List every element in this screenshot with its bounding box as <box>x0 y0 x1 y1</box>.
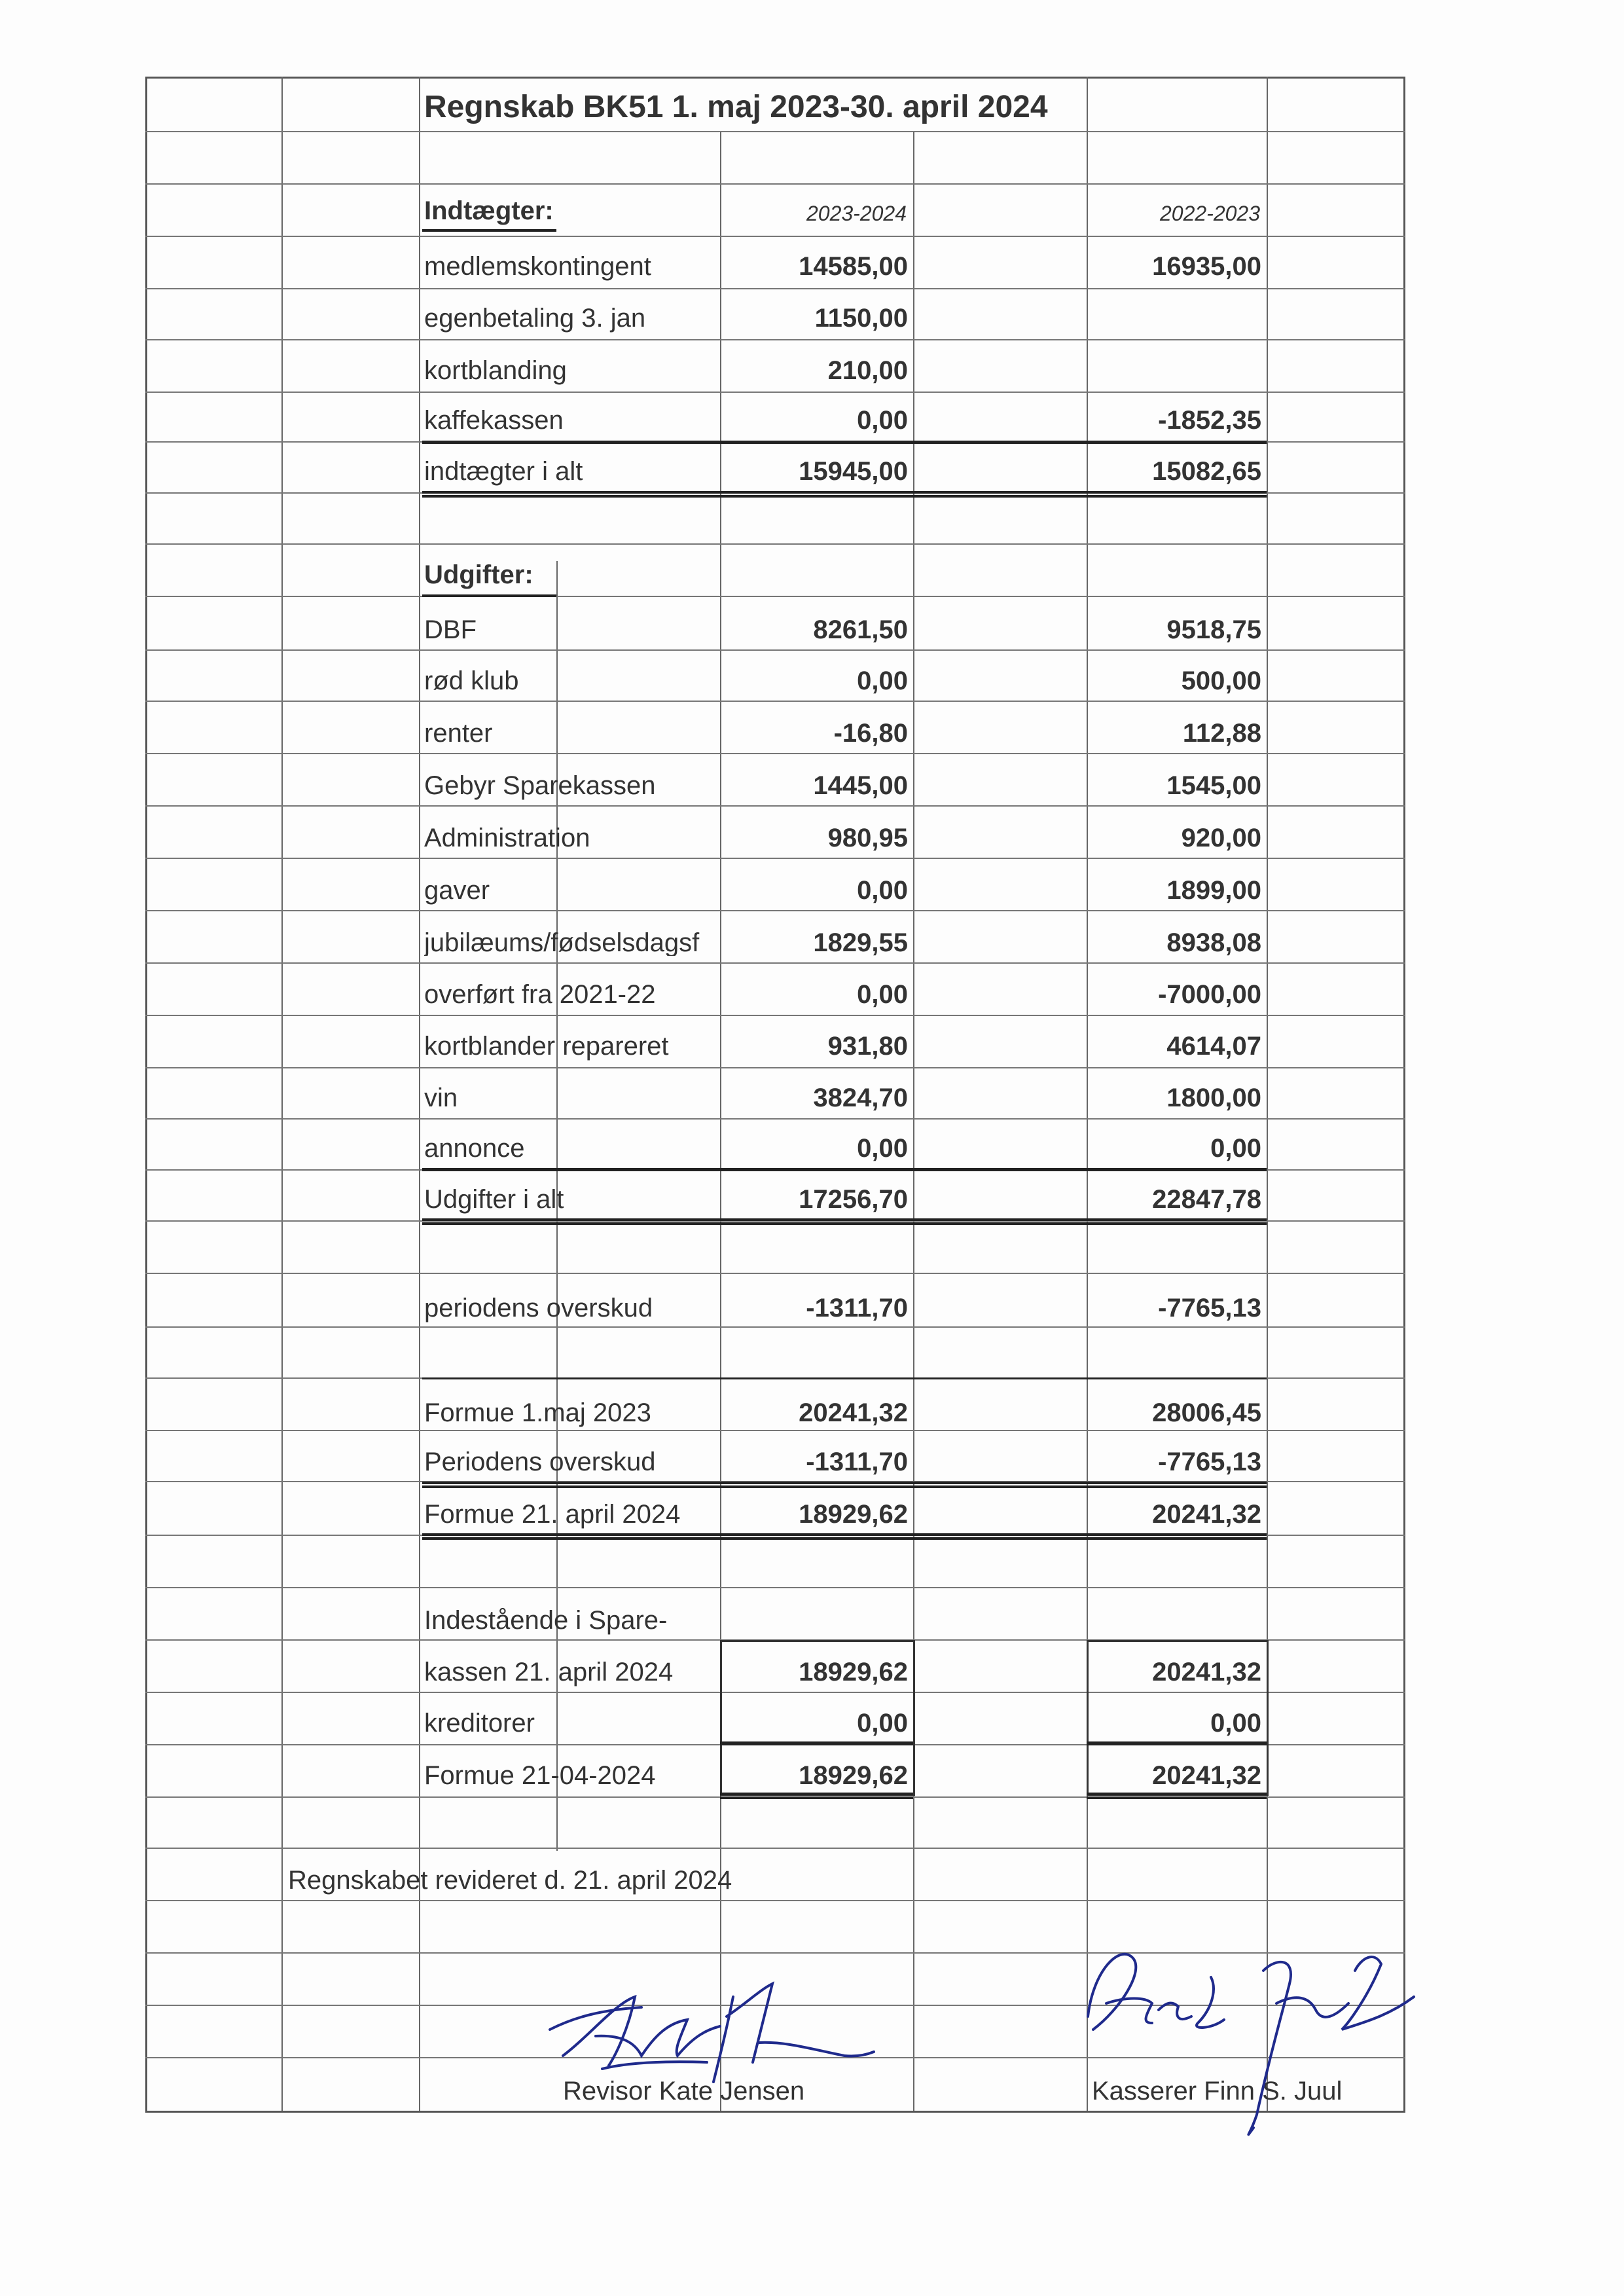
income-row-label: medlemskontingent <box>424 252 651 281</box>
income-row-previous: 16935,00 <box>1152 252 1261 281</box>
balance-total-rule-current <box>720 1741 913 1745</box>
grid-col-2 <box>281 77 283 2111</box>
grid-row-line <box>145 910 1405 911</box>
grid-row-line <box>145 131 1405 132</box>
page-title: Regnskab BK51 1. maj 2023-30. april 2024 <box>424 90 1048 124</box>
expense-row-label: renter <box>424 719 493 748</box>
grid-row-line <box>145 1326 1405 1328</box>
income-total-label: indtægter i alt <box>424 457 583 486</box>
expense-row-label: kortblander repareret <box>424 1032 669 1061</box>
grid-row-line <box>145 236 1405 237</box>
expense-row-current: 980,95 <box>827 824 908 852</box>
expense-row-label: DBF <box>424 615 477 644</box>
grid-col-3 <box>419 77 420 2111</box>
balance-total-double-rule-previous <box>1087 1793 1267 1799</box>
grid-row-line <box>145 753 1405 754</box>
expense-row-previous: -7000,00 <box>1158 980 1261 1009</box>
grid-row-line <box>145 1430 1405 1431</box>
expenses-heading-underline <box>422 594 556 597</box>
expense-row-previous: 500,00 <box>1181 666 1261 695</box>
expense-row-current: 0,00 <box>857 1134 908 1163</box>
grid-row-line <box>145 1848 1405 1849</box>
income-row-current: 14585,00 <box>799 252 908 281</box>
expense-row-previous: 1545,00 <box>1166 771 1261 800</box>
wealth-surplus-label: Periodens overskud <box>424 1448 656 1476</box>
income-row-label: egenbetaling 3. jan <box>424 304 646 333</box>
balance-creditors-label: kreditorer <box>424 1709 535 1738</box>
income-heading: Indtægter: <box>424 196 554 225</box>
balance-deposit-label: kassen 21. april 2024 <box>424 1658 674 1686</box>
income-row-previous: -1852,35 <box>1158 406 1261 435</box>
expense-row-current: 1445,00 <box>813 771 908 800</box>
wealth-start-current: 20241,32 <box>799 1398 908 1427</box>
balance-deposit-current: 18929,62 <box>799 1658 908 1686</box>
treasurer-caption: Kasserer Finn S. Juul <box>1092 2077 1343 2105</box>
col-header-previous: 2022-2023 <box>1159 202 1260 225</box>
expense-row-previous: 1899,00 <box>1166 876 1261 905</box>
balance-total-label: Formue 21-04-2024 <box>424 1761 656 1790</box>
grid-row-line <box>145 1900 1405 1901</box>
expense-row-current: 1829,55 <box>813 928 908 957</box>
expense-row-previous: 920,00 <box>1181 824 1261 852</box>
wealth-end-rule-top <box>422 1482 1267 1488</box>
grid-row-line <box>145 596 1405 597</box>
auditor-caption: Revisor Kate Jensen <box>563 2077 805 2105</box>
expense-row-current: 8261,50 <box>813 615 908 644</box>
expense-row-label: annonce <box>424 1134 525 1163</box>
income-heading-underline <box>422 229 556 232</box>
expense-row-previous: 112,88 <box>1182 719 1261 748</box>
expense-row-current: 0,00 <box>857 666 908 695</box>
income-row-current: 1150,00 <box>814 304 908 333</box>
wealth-end-current: 18929,62 <box>799 1500 908 1529</box>
grid-row-line <box>145 805 1405 807</box>
expense-row-label: rød klub <box>424 666 519 695</box>
balance-label-line1: Indestående i Spare- <box>424 1606 668 1635</box>
col-header-current: 2023-2024 <box>806 202 907 225</box>
wealth-surplus-current: -1311,70 <box>806 1448 908 1476</box>
expense-row-previous: 1800,00 <box>1166 1084 1261 1112</box>
expenses-total-previous: 22847,78 <box>1152 1185 1261 1214</box>
income-total-rule-top <box>422 441 1267 444</box>
balance-creditors-previous: 0,00 <box>1210 1709 1261 1738</box>
auditor-signature <box>537 1958 877 2088</box>
expenses-total-label: Udgifter i alt <box>424 1185 564 1214</box>
expenses-total-rule-top <box>422 1168 1267 1171</box>
wealth-start-label: Formue 1.maj 2023 <box>424 1398 651 1427</box>
expenses-total-current: 17256,70 <box>799 1185 908 1214</box>
expenses-total-double-rule <box>422 1218 1267 1225</box>
wealth-end-previous: 20241,32 <box>1152 1500 1261 1529</box>
audit-note: Regnskabet revideret d. 21. april 2024 <box>288 1866 732 1895</box>
expense-row-previous: 0,00 <box>1210 1134 1261 1163</box>
income-row-current: 0,00 <box>857 406 908 435</box>
expense-row-label: Administration <box>424 824 590 852</box>
expense-row-label: Gebyr Sparekassen <box>424 771 656 800</box>
expense-row-previous: 8938,08 <box>1166 928 1261 957</box>
balance-creditors-current: 0,00 <box>857 1709 908 1738</box>
surplus-previous: -7765,13 <box>1158 1294 1261 1322</box>
expense-row-previous: 9518,75 <box>1166 615 1261 644</box>
expense-row-label: jubilæums/fødselsdagsf <box>424 930 700 956</box>
grid-row-line <box>145 392 1405 393</box>
treasurer-signature <box>1080 1931 1434 2147</box>
income-row-label: kortblanding <box>424 356 567 385</box>
income-total-previous: 15082,65 <box>1152 457 1261 486</box>
grid-row-line <box>145 649 1405 651</box>
expense-row-current: 0,00 <box>857 876 908 905</box>
wealth-start-previous: 28006,45 <box>1152 1398 1261 1427</box>
grid-row-line <box>145 1273 1405 1274</box>
expense-row-previous: 4614,07 <box>1166 1032 1261 1061</box>
wealth-end-label: Formue 21. april 2024 <box>424 1500 681 1529</box>
expenses-heading: Udgifter: <box>424 560 533 589</box>
balance-total-double-rule-current <box>720 1793 913 1799</box>
wealth-surplus-previous: -7765,13 <box>1158 1448 1261 1476</box>
expense-row-current: 0,00 <box>857 980 908 1009</box>
grid-row-line <box>145 1067 1405 1068</box>
grid-row-line <box>145 701 1405 702</box>
grid-col-5 <box>913 131 914 2111</box>
grid-row-line <box>145 339 1405 340</box>
surplus-current: -1311,70 <box>806 1294 908 1322</box>
expense-row-label: overført fra 2021-22 <box>424 980 656 1009</box>
grid-row-line <box>145 858 1405 859</box>
surplus-label: periodens overskud <box>424 1294 653 1322</box>
grid-row-line <box>145 183 1405 185</box>
expense-row-current: 931,80 <box>827 1032 908 1061</box>
wealth-end-double-rule <box>422 1533 1267 1540</box>
expense-row-current: -16,80 <box>833 719 908 748</box>
grid-row-line <box>145 1587 1405 1588</box>
wealth-rule-top <box>422 1377 1267 1379</box>
balance-deposit-previous: 20241,32 <box>1152 1658 1261 1686</box>
grid-row-line <box>145 1118 1405 1120</box>
balance-total-rule-previous <box>1087 1741 1267 1745</box>
grid-row-line <box>145 543 1405 545</box>
balance-total-previous: 20241,32 <box>1152 1761 1261 1790</box>
balance-total-current: 18929,62 <box>799 1761 908 1790</box>
grid-row-line <box>145 1015 1405 1016</box>
expense-row-label: vin <box>424 1084 458 1112</box>
grid-col-7 <box>1267 77 1268 2111</box>
expense-row-label: gaver <box>424 876 490 905</box>
income-total-current: 15945,00 <box>799 457 908 486</box>
income-row-label: kaffekassen <box>424 406 564 435</box>
income-row-current: 210,00 <box>827 356 908 385</box>
expense-row-current: 3824,70 <box>813 1084 908 1112</box>
grid-row-line <box>145 962 1405 964</box>
grid-row-line <box>145 288 1405 289</box>
income-total-double-rule <box>422 491 1267 498</box>
